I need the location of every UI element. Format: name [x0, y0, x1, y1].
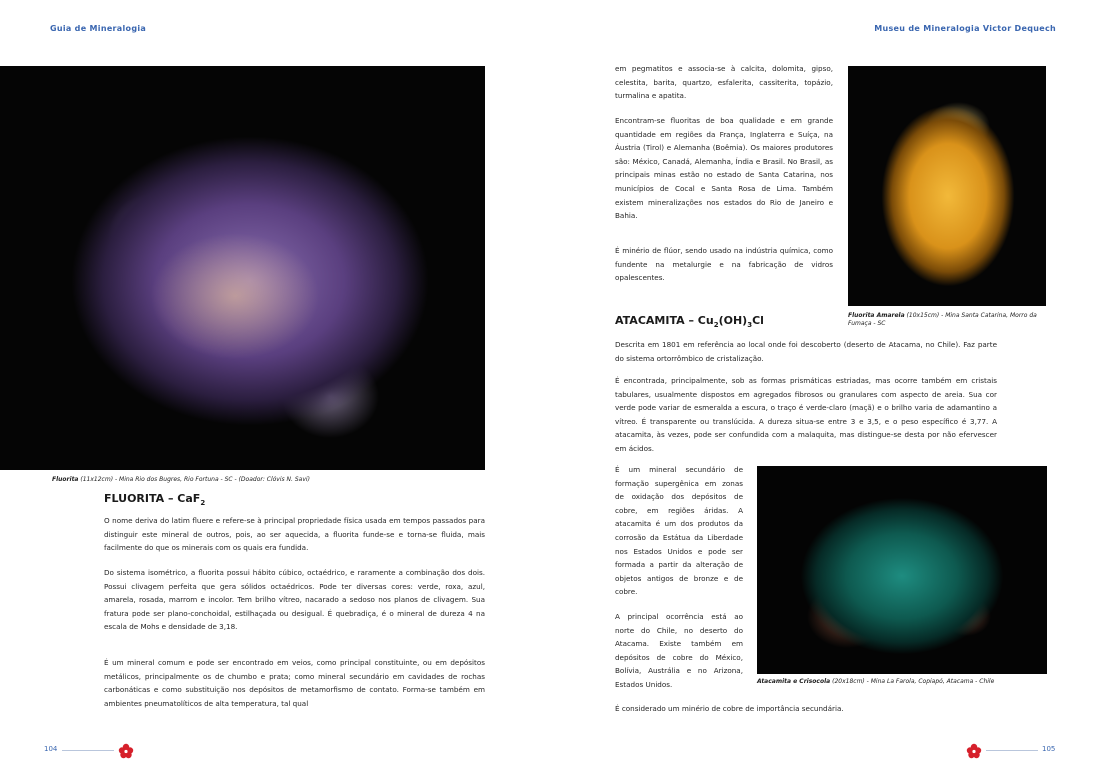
fluorite-caption	[52, 476, 482, 484]
fluorite-paragraph-1: O nome deriva do latim fluere e refere-se à principal propriedade física usada em tempos passados para distinguir este mineral de outros, pois, ao ser aquecida, a fluorita funde-se e torna-se fluida, mais facilmente do que os minerais com os quais era fundida.	[104, 516, 485, 553]
atacamite-paragraph-5: É considerado um minério de cobre de importância secundária.	[615, 704, 844, 713]
atacamite-title-sub-2: 3	[747, 321, 753, 330]
fluorite-photo	[0, 66, 485, 470]
flower-icon	[966, 743, 982, 759]
flower-icon	[118, 743, 134, 759]
atacamite-paragraph-4: A principal ocorrência está ao norte do Chile, no deserto do Atacama. Existe também em depósitos de cobre do México, Bolívia, Austrália e no Arizona, Estados Unidos.	[615, 612, 743, 689]
fluorite-title-text: FLUORITA – CaF	[104, 492, 201, 505]
atacamite-caption	[757, 678, 1047, 686]
fluorite-continued-paragraph-3: É minério de flúor, sendo usado na indústria química, como fundente na metalurgie e na fabricação de vidros opalescentes.	[615, 246, 833, 283]
caption-text: (10x15cm) - Mina Santa Catarina, Morro da Fumaça - SC	[848, 312, 1037, 327]
atacamite-title-sub-1: 2	[713, 321, 719, 330]
atacamite-title-part-a: ATACAMITA – Cu	[615, 314, 714, 327]
fluorite-title-subscript: 2	[200, 499, 206, 508]
fluorite-paragraph-3: É um mineral comum e pode ser encontrado em veios, como principal constituinte, ou em depósitos metálicos, principalmente os de chumbo e prata; como mineral secundário em cavidades de rochas carbonáticas e como substituição nos depósitos de metamorfismo de contato. Forma-se também em ambientes pneumatolíticos de alta temperatura, tal qual	[104, 658, 485, 708]
caption-bold: Fluorita Amarela	[848, 312, 905, 319]
fluorite-continued-paragraph-2: Encontram-se fluoritas de boa qualidade e em grande quantidade em regiões da França, Inglaterra e Suíça, na Áustria (Tirol) e Alemanha (Boêmia). Os maiores produtores são: México, Canadá, Alemanha, Índia e Brasil. No Brasil, as principais minas estão no estado de Santa Catarina, nos municípios de Cocal e Santa Rosa de Lima. Também existem mineralizações nos estados do Rio de Janeiro e Bahia.	[615, 116, 833, 221]
running-header-right: Museu de Mineralogia Victor Dequech	[874, 24, 1056, 33]
fluorite-title	[104, 492, 205, 507]
atacamite-title-part-c: Cl	[752, 314, 764, 327]
page-number-right: 105	[1042, 745, 1056, 753]
atacamite-paragraph-1: Descrita em 1801 em referência ao local onde foi descoberto (deserto de Atacama, no Chile). Faz parte do sistema ortorrômbico de cristalização.	[615, 340, 997, 363]
caption-bold: Fluorita	[52, 476, 79, 483]
fluorite-continued-paragraph-1: em pegmatitos e associa-se à calcita, dolomita, gipso, celestita, barita, quartzo, esfalerita, cassiterita, topázio, turmalina e apatita.	[615, 64, 833, 101]
footer-rule-right	[986, 750, 1038, 751]
fluorite-paragraph-2: Do sistema isométrico, a fluorita possui hábito cúbico, octaédrico, e raramente a combinação dos dois. Possui clivagem perfeita que gera sólidos octaédricos. Pode ter diversas cores: verde, roxa, azul, amarela, rosada, marrom e incolor. Tem brilho vítreo, nacarado a sedoso nos planos de clivagem. Sua fratura pode ser plano-conchoidal, estilhaçada ou desigual. É quebradiça, é o mineral de dureza 4 na escala de Mohs e densidade de 3,18.	[104, 568, 485, 632]
atacamite-title	[615, 314, 764, 329]
caption-bold: Atacamita e Crisocola	[757, 678, 831, 685]
atacamite-title-part-b: (OH)	[718, 314, 748, 327]
atacamite-paragraph-2: É encontrada, principalmente, sob as formas prismáticas estriadas, mas ocorre também em cristais tabulares, usualmente dispostos em agregados fibrosos ou granulares com aspecto de areia. Sua cor verde pode variar de esmeralda a escura, o traço é verde-claro (maçã) e o brilho varia de adamantino a vítreo. É transparente ou translúcida. A dureza situa-se entre 3 e 3,5, e o peso específico é 3,77. A atacamita, às vezes, pode ser confundida com a malaquita, mas distingue-se desta por não efervescer em ácidos.	[615, 376, 997, 453]
page-number-left: 104	[44, 745, 58, 753]
yellow-fluorite-photo	[848, 66, 1046, 306]
yellow-fluorite-caption	[848, 312, 1046, 328]
footer-rule-left	[62, 750, 114, 751]
running-header-left: Guia de Mineralogia	[50, 24, 147, 33]
atacamite-photo	[757, 466, 1047, 674]
caption-text: (11x12cm) - Mina Rio dos Bugres, Rio Fortuna - SC - (Doador: Clóvis N. Savi)	[78, 476, 310, 483]
atacamite-paragraph-3: É um mineral secundário de formação supergênica em zonas de oxidação dos depósitos de cobre, em regiões áridas. A atacamita é um dos produtos da corrosão da Estátua da Liberdade nos Estados Unidos e pode ser formada a partir da alteração de objetos antigos de bronze e de cobre.	[615, 465, 743, 597]
caption-text: (20x18cm) - Mina La Farola, Copiapó, Atacama - Chile	[830, 678, 995, 685]
